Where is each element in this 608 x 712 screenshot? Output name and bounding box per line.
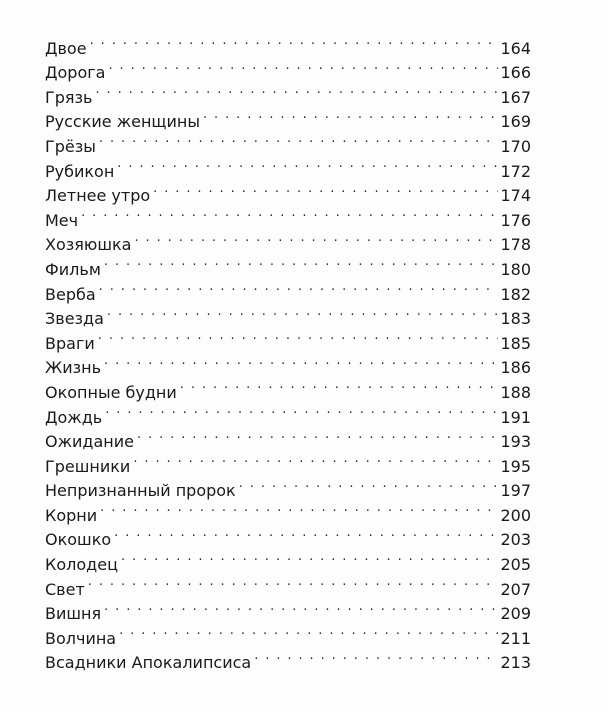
dot-leader	[180, 373, 499, 398]
toc-entry-page: 185	[500, 333, 531, 353]
toc-entry[interactable]	[45, 423, 531, 452]
toc-entry-page: 203	[500, 530, 531, 550]
dot-leader	[119, 619, 498, 644]
toc-entry-page: 211	[500, 628, 531, 648]
toc-entry[interactable]	[45, 570, 531, 599]
toc-entry-title: Меч	[45, 210, 79, 230]
toc-entry-page: 176	[500, 210, 531, 230]
toc-entry[interactable]	[45, 103, 531, 132]
dot-leader	[133, 447, 498, 472]
toc-entry[interactable]	[45, 275, 531, 304]
toc-entry-page: 170	[500, 136, 531, 156]
toc-entry-title: Окошко	[45, 530, 112, 550]
toc-entry[interactable]	[45, 496, 531, 525]
toc-entry-title: Хозяюшка	[45, 235, 132, 255]
toc-entry-title: Колодец	[45, 555, 118, 575]
toc-entry[interactable]	[45, 595, 531, 624]
toc-entry-page: 207	[500, 579, 531, 599]
toc-entry-title: Враги	[45, 333, 95, 353]
toc-entry-page: 213	[500, 653, 531, 673]
toc-entry[interactable]	[45, 29, 531, 58]
toc-entry-title: Верба	[45, 284, 96, 304]
dot-leader	[254, 644, 498, 669]
toc-entry-title: Корни	[45, 505, 98, 525]
toc-entry-title: Летнее утро	[45, 186, 151, 206]
toc-entry-page: 178	[500, 235, 531, 255]
toc-entry-page: 188	[500, 382, 531, 402]
toc-entry-page: 182	[500, 284, 531, 304]
dot-leader	[104, 349, 498, 374]
toc-entry-page: 180	[500, 259, 531, 279]
dot-leader	[88, 570, 499, 595]
toc-entry-title: Грёзы	[45, 136, 96, 156]
dot-leader	[108, 54, 498, 79]
toc-entry-page: 164	[500, 38, 531, 58]
toc-entry-page: 174	[500, 186, 531, 206]
toc-entry-page: 209	[500, 604, 531, 624]
toc-entry-title: Звезда	[45, 309, 104, 329]
toc-entry-title: Русские женщины	[45, 112, 200, 132]
dot-leader	[104, 250, 499, 275]
toc-entry-page: 167	[500, 87, 531, 107]
toc-entry-page: 197	[500, 481, 531, 501]
toc-entry-title: Дорога	[45, 63, 106, 83]
toc-entry[interactable]	[45, 619, 531, 648]
toc-entry-title: Дождь	[45, 407, 103, 427]
toc-entry[interactable]	[45, 521, 531, 550]
dot-leader	[81, 201, 498, 226]
toc-entry-page: 193	[500, 432, 531, 452]
toc-entry-page: 183	[500, 309, 531, 329]
dot-leader	[203, 103, 498, 128]
dot-leader	[137, 423, 498, 448]
toc-entry-title: Рубикон	[45, 161, 115, 181]
dot-leader	[104, 595, 498, 620]
toc-entry[interactable]	[45, 324, 531, 353]
toc-entry-page: 200	[500, 505, 531, 525]
dot-leader	[90, 29, 499, 54]
toc-entry-page: 172	[500, 161, 531, 181]
toc-entry-title: Грешники	[45, 456, 131, 476]
toc-entry[interactable]	[45, 152, 531, 181]
dot-leader	[153, 177, 498, 202]
toc-entry[interactable]	[45, 177, 531, 206]
toc-entry-page: 166	[500, 63, 531, 83]
toc-entry-page: 195	[500, 456, 531, 476]
toc-entry[interactable]	[45, 54, 531, 83]
toc-entry-title: Двое	[45, 38, 87, 58]
toc-entry-title: Грязь	[45, 87, 93, 107]
dot-leader	[107, 300, 499, 325]
toc-entry-page: 186	[500, 358, 531, 378]
toc-entry-title: Окопные будни	[45, 382, 177, 402]
toc-entry-title: Вишня	[45, 604, 102, 624]
dot-leader	[99, 275, 499, 300]
toc-entry[interactable]	[45, 78, 531, 107]
toc-entry-title: Фильм	[45, 259, 101, 279]
table-of-contents	[45, 29, 531, 673]
dot-leader	[117, 152, 498, 177]
toc-entry-page: 205	[500, 555, 531, 575]
toc-entry-title: Непризнанный пророк	[45, 481, 236, 501]
toc-entry[interactable]	[45, 300, 531, 329]
dot-leader	[134, 226, 498, 251]
dot-leader	[98, 324, 499, 349]
toc-entry[interactable]	[45, 545, 531, 575]
dot-leader	[95, 78, 498, 103]
toc-entry-title: Свет	[45, 579, 85, 599]
toc-entry[interactable]	[45, 349, 531, 378]
dot-leader	[99, 127, 499, 152]
toc-entry-title: Жизнь	[45, 358, 102, 378]
toc-entry-title: Всадники Апокалипсиса	[45, 653, 252, 673]
toc-entry[interactable]	[45, 373, 531, 402]
toc-entry-page: 191	[500, 407, 531, 427]
dot-leader	[114, 521, 498, 546]
dot-leader	[105, 398, 498, 423]
toc-entry-title: Волчина	[45, 628, 117, 648]
toc-entry[interactable]	[45, 250, 531, 279]
dot-leader	[121, 545, 498, 570]
toc-entry[interactable]	[45, 201, 531, 230]
toc-entry[interactable]	[45, 398, 531, 427]
toc-entry-page: 169	[500, 112, 531, 132]
toc-entry[interactable]	[45, 226, 531, 255]
toc-entry[interactable]	[45, 127, 531, 156]
toc-entry-title: Ожидание	[45, 432, 134, 452]
dot-leader	[239, 472, 499, 497]
dot-leader	[100, 496, 498, 521]
